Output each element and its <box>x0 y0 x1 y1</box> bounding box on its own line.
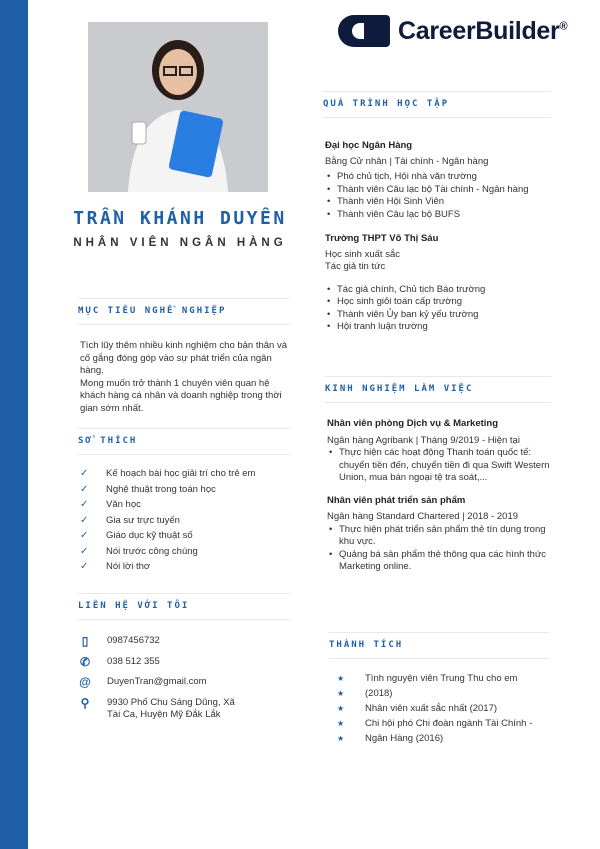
achievements-heading: THÀNH TÍCH <box>329 632 549 659</box>
email-icon: @ <box>79 675 91 689</box>
star-icon: ★ <box>337 689 345 698</box>
hobby-item: ✓ Giáo dục kỹ thuật số <box>80 528 295 544</box>
experience-content: Nhân viên phòng Dịch vụ & Marketing Ngân hàng Agribank | Tháng 9/2019 - Hiện tại • Thực hiện các hoạt động Thanh toán quốc tế: chuyển tiền đến, chuyển tiền đi qua Swift Western Union, mua bán ngoại tệ tra soát,... Nhân viên phát triển sản phẩm Ngân hàng Standard Chartered | 2018 - 2019 • Thực hiện phát triển sản phẩm thẻ tín dụng trong khu vực. • Quảng bá sản phẩm thẻ thông qua các hình thức Marketing online. <box>327 418 562 574</box>
education-content: Đại học Ngân Hàng Bằng Cử nhân | Tài chính - Ngân hàng • Phó chủ tịch, Hội nhà văn trường • Thành viên Câu lạc bộ Tài chính - Ngân hàng • Thành viên Hội Sinh Viên • Thành viên Câu lạc bộ BUFS Trường THPT Võ Thị Sáu Học sinh xuất sắc Tác giả tin tức • Tác giả chính, Chủ tịch Báo trường • Học sinh giỏi toán cấp trường • Thành viên Ủy ban kỷ yếu trường • Hội tranh luận trường <box>325 140 565 334</box>
hobbies-heading: SỞ THÍCH <box>78 428 290 455</box>
mobile-icon: ▯ <box>81 634 89 648</box>
side-accent-bar <box>0 0 28 849</box>
logo-mark-icon <box>338 15 390 47</box>
job-title: Nhân viên phát triển sản phẩm <box>327 494 466 506</box>
school-name: Trường THPT Võ Thị Sáu <box>325 233 439 244</box>
hobby-item: ✓ Kế hoạch bài học giải trí cho trẻ em <box>80 466 295 482</box>
check-icon: ✓ <box>80 499 89 510</box>
address: 9930 Phố Chu Sáng Dũng, Xã Tài Ca, Huyện Mỹ Đắk Lắk <box>107 696 235 720</box>
location-pin-icon: ⚲ <box>80 695 90 710</box>
star-icon: ★ <box>337 734 345 743</box>
contact-heading: LIÊN HỆ VỚI TÔI <box>78 593 290 620</box>
star-icon: ★ <box>337 719 345 728</box>
star-icon: ★ <box>337 674 345 683</box>
check-icon: ✓ <box>80 545 89 557</box>
education-heading: QUÁ TRÌNH HỌC TẬP <box>323 91 551 118</box>
phone-icon: ✆ <box>79 654 91 669</box>
hobby-item: ✓ Nghệ thuật trong toán học <box>80 482 295 498</box>
hobby-item: ✓ Nói lời thơ <box>80 559 295 575</box>
check-icon: ✓ <box>80 561 89 572</box>
hobby-item: ✓ Gia sư trực tuyến <box>80 513 295 529</box>
logo-text: CareerBuilder® <box>398 16 568 45</box>
objective-heading: MỤC TIÊU NGHỀ NGHIỆP <box>78 298 290 325</box>
school-name: Đại học Ngân Hàng <box>325 140 413 151</box>
check-icon: ✓ <box>80 468 89 479</box>
check-icon: ✓ <box>80 530 89 541</box>
candidate-name: TRẦN KHÁNH DUYÊN <box>73 208 287 229</box>
hobby-item: ✓ Nói trước công chúng <box>80 544 295 560</box>
achievements-list: ★ Tình nguyện viên Trung Thu cho em ★ (2018) ★ Nhân viên xuất sắc nhất (2017) ★ Chi hội phó Chi đoàn ngành Tài Chính - ★ Ngân Hàng (2016) <box>337 673 533 744</box>
experience-heading: KINH NGHIỆM LÀM VIỆC <box>325 376 551 403</box>
hobbies-list <box>80 466 295 575</box>
contact-list <box>79 635 294 730</box>
profile-photo <box>88 22 268 192</box>
hobby-item: ✓ Văn học <box>80 497 295 513</box>
email-address: DuyenTran@gmail.com <box>107 676 207 687</box>
careerbuilder-logo <box>338 15 567 47</box>
check-icon: ✓ <box>80 514 89 526</box>
star-icon: ★ <box>337 704 345 713</box>
phone-number: 038 512 355 <box>107 655 160 667</box>
check-icon: ✓ <box>80 483 89 495</box>
objective-text: Tích lũy thêm nhiều kinh nghiệm cho bản thân và cố gắng đóng góp vào sự phát triển của ngân hàng. Mong muốn trở thành 1 chuyên viên quan hệ khách hàng cá nhân và doanh nghiệp trong thời gian sớm nhất. <box>80 340 288 414</box>
mobile-number: 0987456732 <box>107 635 160 646</box>
job-title: Nhân viên phòng Dịch vụ & Marketing <box>327 418 499 429</box>
candidate-role: NHÂN VIÊN NGÂN HÀNG <box>73 237 287 249</box>
